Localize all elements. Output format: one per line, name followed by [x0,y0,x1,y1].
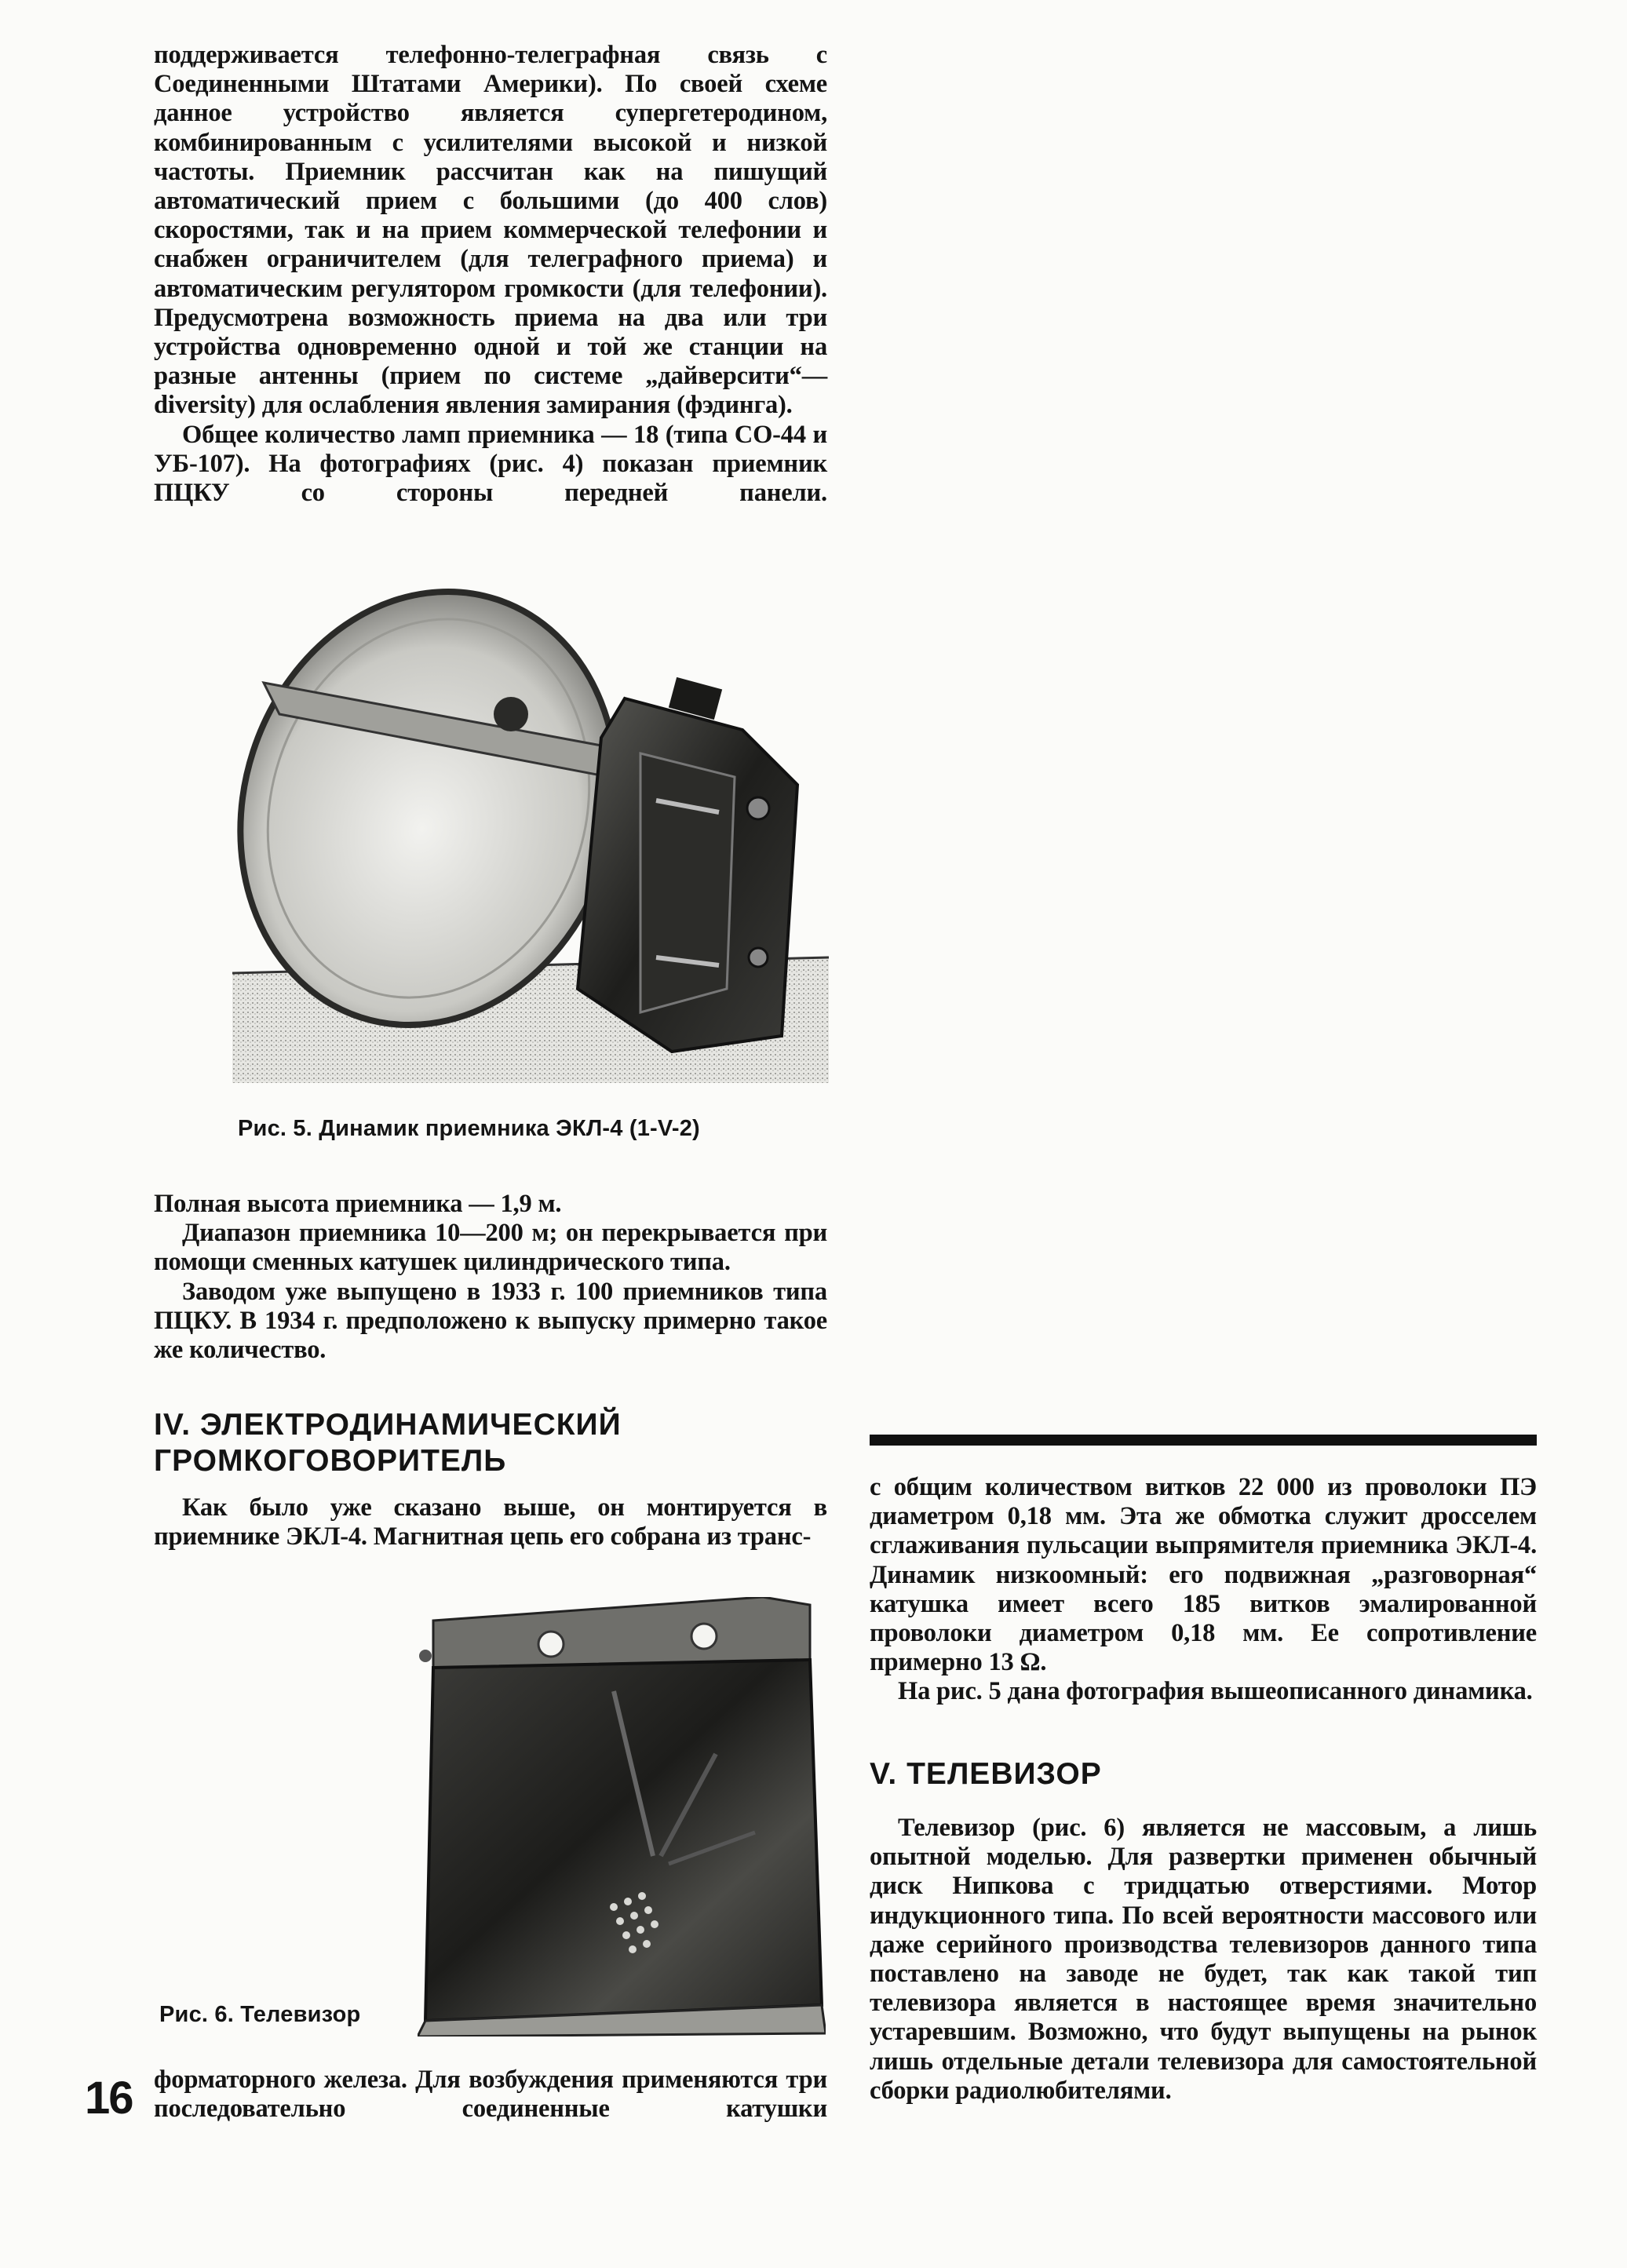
paragraph: с общим количеством витков 22 000 из проволоки ПЭ диаметром 0,18 мм. Эта же обмотка служит дросселем сглаживания пульсации выпрямителя приемника ЭКЛ-4. Динамик низкоомный: его подвижная „разговорная“ катушка имеет всего 185 витков эмалированной проволоки диаметром 0,18 мм. Ее сопротивление примерно 13 Ω. [870,1473,1537,1677]
heading-line: ГРОМКОГОВОРИТЕЛЬ [154,1444,507,1478]
paragraph: Заводом уже выпущено в 1933 г. 100 приемников типа ПЦКУ. В 1934 г. предположено к выпуску примерно такое же количество. [154,1277,827,1365]
paragraph: Общее количество ламп приемника — 18 (типа СО-44 и УБ-107). На фотографиях (рис. 4) показан приемник ПЦКУ со стороны передней панели. [154,420,827,508]
section-5-paragraph [870,1814,1537,2106]
paragraph: Диапазон приемника 10—200 м; он перекрывается при помощи сменных катушек цилиндрического типа. [154,1219,827,1277]
section-5-heading: V. ТЕЛЕВИЗОР [870,1757,1102,1791]
paragraph: форматорного железа. Для возбуждения применяются три последовательно соединенные катушки [154,2066,827,2124]
paragraph: Полная высота приемника — 1,9 м. [154,1190,562,1218]
col1-top-text [154,41,827,508]
paragraph: На рис. 5 дана фотография вышеописанного динамика. [898,1677,1533,1706]
paragraph: поддерживается телефонно-телеграфная связь с Соединенными Штатами Америки). По своей схеме данное устройство является супергетеродином, комбинированным с усилителями высокой и низкой частоты. Приемник рассчитан как на пишущий автоматический прием с большими (до 400 слов) скоростями, так и на прием коммерческой телефонии и снабжен ограничителем (для телеграфного приема) и автоматическим регулятором громкости (для телефонии). Предусмотрена возможность приема на два или три устройства одновременно одной и той же станции на разные антенны (прием по системе „дайверсити“— diversity) для ослабления явления замирания (фэдинга). [154,41,827,420]
col1-mid-text [154,1190,827,1365]
col2-top-text [870,1473,1537,1707]
heading-line: IV. ЭЛЕКТРОДИНАМИЧЕСКИЙ [154,1408,622,1442]
figure-6-caption: Рис. 6. Телевизор [159,2002,361,2027]
page-number: 16 [85,2073,133,2124]
col1-bottom-text [154,2066,827,2124]
paragraph: Как было уже сказано выше, он монтируется в приемнике ЭКЛ-4. Магнитная цепь его собрана из транс- [154,1493,827,1552]
figure-5-photo [232,549,829,1083]
column-divider-rule [870,1435,1537,1446]
paragraph: Телевизор (рис. 6) является не массовым, а лишь опытной моделью. Для развертки применен обычный диск Нипкова с тридцатью отверстиями. Мотор индукционного типа. По всей вероятности массового или даже серийного производства телевизоров данного типа поставлено на заводе не будет, так как такой тип телевизора является в настоящее время значительно устаревшим. Возможно, что будут выпущены на рынок лишь отдельные детали телевизора для самостоятельной сборки радиолюбителями. [870,1814,1537,2105]
section-4-paragraph [154,1493,827,1552]
section-4-heading [154,1407,622,1479]
figure-6-photo [418,1597,826,2036]
figure-5-caption: Рис. 5. Динамик приемника ЭКЛ-4 (1-V-2) [238,1116,700,1141]
